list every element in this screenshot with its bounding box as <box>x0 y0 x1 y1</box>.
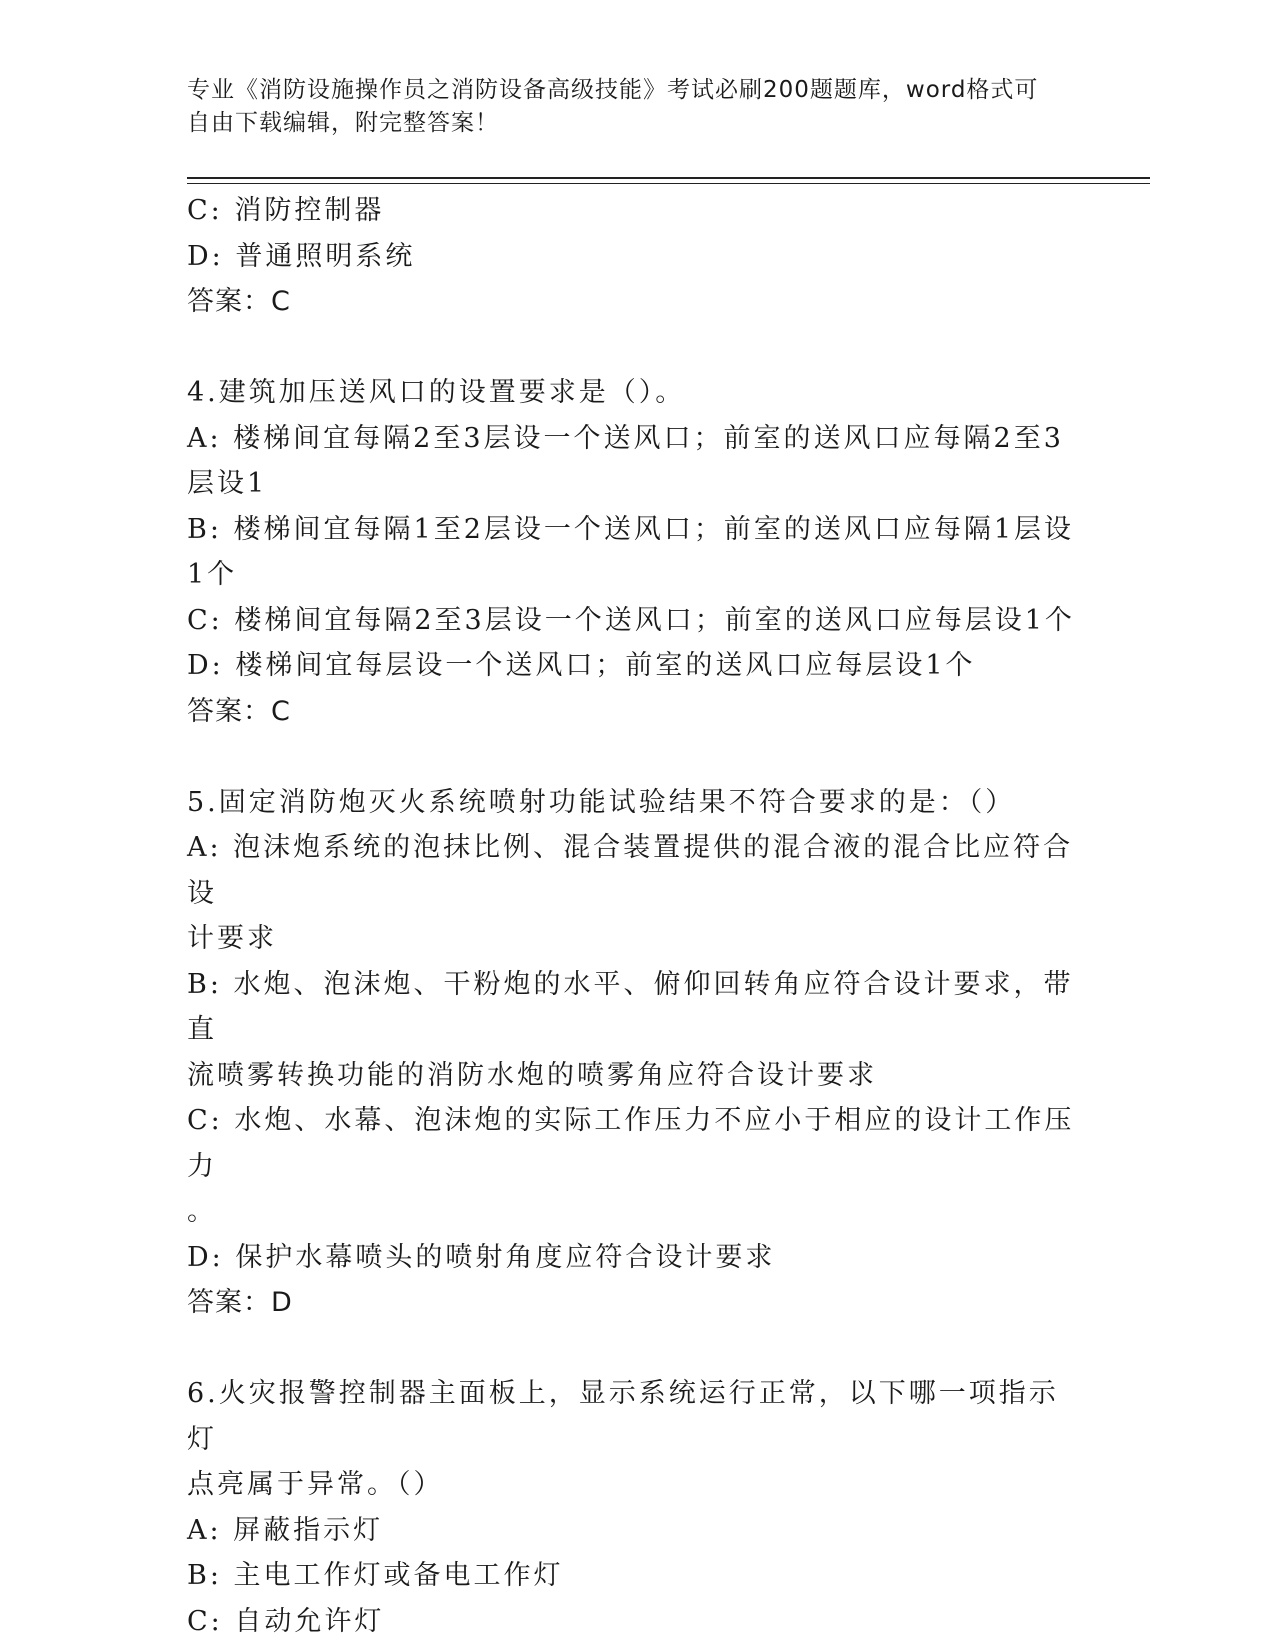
question-5 <box>187 780 1087 1326</box>
option-d: D: 普通照明系统 <box>187 240 416 272</box>
option-c: C: 楼梯间宜每隔2至3层设一个送风口；前室的送风口应每层设1个 <box>187 604 1075 636</box>
question-6 <box>187 1371 1087 1644</box>
option-c: C: 自动允许灯 <box>187 1605 385 1637</box>
option-b-cont: 流喷雾转换功能的消防水炮的喷雾角应符合设计要求 <box>187 1059 877 1091</box>
question-text-cont: 点亮属于异常。（） <box>187 1469 444 1500</box>
answer-label: 答案：C <box>187 286 291 317</box>
option-c: C: 消防控制器 <box>187 195 385 226</box>
header-divider-thick <box>187 177 1150 179</box>
option-a-cont: 层设1 <box>187 468 268 499</box>
question-4 <box>187 370 1087 734</box>
option-a: A: 屏蔽指示灯 <box>187 1514 384 1546</box>
option-a-cont: 计要求 <box>187 923 277 954</box>
spacer <box>187 734 1087 780</box>
option-d: D: 保护水幕喷头的喷射角度应符合设计要求 <box>187 1241 776 1273</box>
option-d: D: 楼梯间宜每层设一个送风口；前室的送风口应每层设1个 <box>187 650 976 681</box>
question-text: 6.火灾报警控制器主面板上，显示系统运行正常，以下哪一项指示灯 <box>187 1378 1059 1455</box>
answer-label: 答案：D <box>187 1287 293 1318</box>
option-a: A: 泡沫炮系统的泡抹比例、混合装置提供的混合液的混合比应符合设 <box>187 832 1074 909</box>
document-body <box>187 188 1087 1644</box>
option-b: B: 楼梯间宜每隔1至2层设一个送风口；前室的送风口应每隔1层设 <box>187 513 1075 545</box>
option-c-cont: 。 <box>187 1196 217 1227</box>
option-b: B: 主电工作灯或备电工作灯 <box>187 1560 564 1591</box>
question-3-tail <box>187 188 1087 325</box>
question-text: 4.建筑加压送风口的设置要求是（）。 <box>187 377 686 408</box>
header-divider-thin <box>187 183 1150 184</box>
answer-label: 答案：C <box>187 695 291 727</box>
option-a: A: 楼梯间宜每隔2至3层设一个送风口；前室的送风口应每隔2至3 <box>187 422 1064 454</box>
spacer <box>187 325 1087 371</box>
spacer <box>187 1326 1087 1372</box>
document-header <box>187 74 1087 140</box>
question-text: 5.固定消防炮灭火系统喷射功能试验结果不符合要求的是：（） <box>187 786 1016 818</box>
option-b-cont: 1个 <box>187 559 238 590</box>
header-line-1: 专业《消防设施操作员之消防设备高级技能》考试必刷200题题库，word格式可 <box>187 77 1039 103</box>
option-c: C: 水炮、水幕、泡沫炮的实际工作压力不应小于相应的设计工作压力 <box>187 1105 1075 1182</box>
header-line-2: 自由下载编辑，附完整答案！ <box>187 110 499 136</box>
option-b: B: 水炮、泡沫炮、干粉炮的水平、俯仰回转角应符合设计要求，带直 <box>187 968 1074 1045</box>
